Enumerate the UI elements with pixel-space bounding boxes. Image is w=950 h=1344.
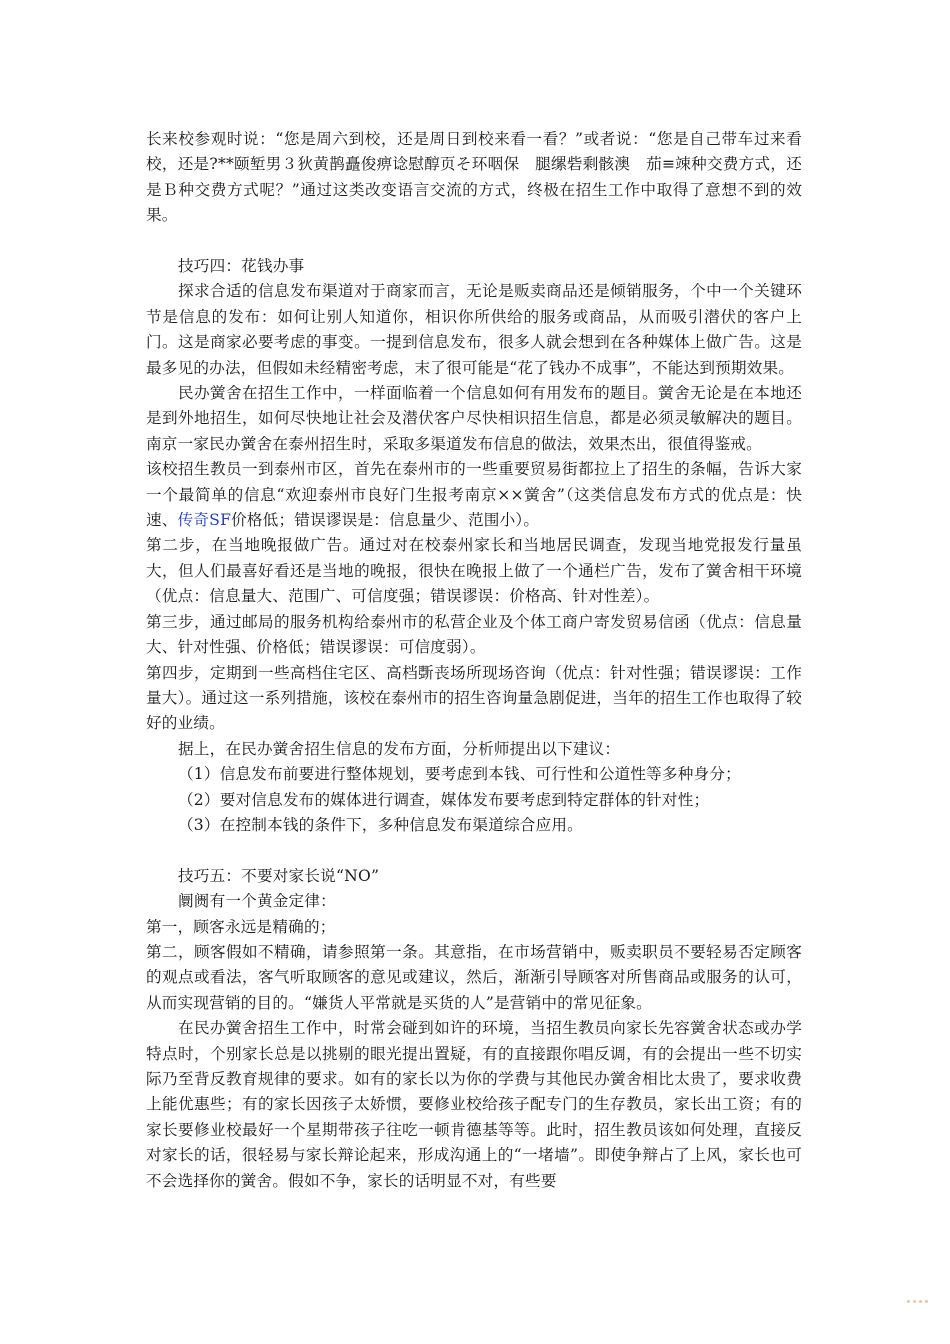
paragraph: [146, 457, 802, 533]
dot: [913, 1300, 916, 1303]
paragraph: 第一，顾客永远是精确的；: [146, 917, 336, 936]
paragraph: 据上，在民办黉舍招生信息的发布方面，分析师提出以下建议：: [178, 739, 621, 758]
dot: [907, 1300, 910, 1303]
paragraph: 第二，顾客假如不精确，请参照第一条。其意指，在市场营销中，贩卖职员不要轻易否定顾客的观点或看法，客气听取顾客的意见或建议，然后，渐渐引导顾客对所售商品或服务的认可，从而实现营销的目的。“嫌货人平常就是买货的人”是营销中的常见征象。: [146, 942, 802, 1012]
paragraph: 阛阓有一个黄金定律：: [178, 892, 336, 911]
section-heading-4: 技巧四：花钱办事: [178, 257, 305, 276]
paragraph: 第二步，在当地晚报做广告。通过对在校泰州家长和当地居民调查，发现当地党报发行量虽大，但人们最喜好看还是当地的晚报，很快在晚报上做了一个通栏广告，发布了黉舍相干环境（优点：信息量大、范围广、可信度强；错误谬误：价格高、针对性差）。: [146, 536, 802, 606]
decorative-dots: [907, 1300, 928, 1303]
paragraph: 民办黉舍在招生工作中，一样面临着一个信息如何有用发布的题目。黉舍无论是在本地还是到外地招生，如何尽快地让社会及潜伏客户尽快相识招生信息，都是必须灵敏解决的题目。南京一家民办黉舍在泰州招生时，采取多渠道发布信息的做法，效果杰出，很值得鉴戒。: [146, 384, 802, 453]
document-body: [146, 127, 802, 1194]
paragraph: 长来校参观时说：“您是周六到校，还是周日到校来看一看？”或者说：“您是自己带车过来看校，还是?**颐堑男３狄黄鹊矗俊痹谂慰醇页そ环咽保 腿缧砦剩骸澳 茄≡竦种交费方式，还是Ｂ种交费方式呢？”通过这类改变语言交流的方式，终极在招生工作中取得了意想不到的效果。: [146, 130, 802, 225]
dot: [925, 1300, 928, 1303]
spacer: [146, 229, 802, 254]
suggestion-item: （3）在控制本钱的条件下，多种信息发布渠道综合应用。: [178, 815, 583, 834]
paragraph-text: 该校招生教员一到泰州市区，首先在泰州市的一些重要贸易街都拉上了招生的条幅，告诉大家一个最简单的信息“欢迎泰州市良好门生报考南京××黉舍”（这类信息发布方式的优点是：快速、: [146, 460, 802, 530]
paragraph: 探求合适的信息发布渠道对于商家而言，无论是贩卖商品还是倾销服务，个中一个关键环节是信息的发布：如何让别人知道你，相识你所供给的服务或商品，从而吸引潜伏的客户上门。这是商家必要考虑的事变。一提到信息发布，很多人就会想到在各种媒体上做广告。这是最多见的办法，但假如未经精密考虑，末了很可能是“花了钱办不成事”，不能达到预期效果。: [146, 282, 802, 377]
paragraph: 第三步，通过邮局的服务机构给泰州市的私营企业及个体工商户寄发贸易信函（优点：信息量大、针对性强、价格低；错误谬误：可信度弱）。: [146, 612, 802, 657]
spacer: [146, 838, 802, 863]
section-heading-5: 技巧五：不要对家长说“NO”: [178, 866, 380, 885]
paragraph-text: 价格低；错误谬误是：信息量少、范围小）。: [231, 511, 540, 530]
paragraph: 第四步，定期到一些高档住宅区、高档斲丧场所现场咨询（优点：针对性强；错误谬误：工作量大）。通过这一系列措施，该校在泰州市的招生咨询量急剧促进，当年的招生工作也取得了较好的业绩。: [146, 663, 802, 733]
paragraph: 在民办黉舍招生工作中，时常会碰到如许的环境，当招生教员向家长先容黉舍状态或办学特点时，个别家长总是以挑剔的眼光提出置疑，有的直接跟你唱反调，有的会提出一些不切实际乃至背反教育规律的要求。如有的家长以为你的学费与其他民办黉舍相比太贵了，要求收费上能优惠些；有的家长因孩子太娇惯，要修业校给孩子配专门的生存教员，家长出工资；有的家长要修业校最好一个星期带孩子往吃一顿肯德基等等。此时，招生教员该如何处理，直接反对家长的话，很轻易与家长辩论起来，形成沟通上的“一堵墙”。即使争辩占了上风，家长也可不会选择你的黉舍。假如不争，家长的话明显不对，有些要: [146, 1019, 802, 1190]
inline-link[interactable]: 传奇SF: [177, 511, 232, 530]
suggestion-item: （1）信息发布前要进行整体规划，要考虑到本钱、可行性和公道性等多种身分；: [178, 765, 741, 784]
dot: [919, 1300, 922, 1303]
suggestion-item: （2）要对信息发布的媒体进行调查，媒体发布要考虑到特定群体的针对性；: [178, 790, 710, 809]
